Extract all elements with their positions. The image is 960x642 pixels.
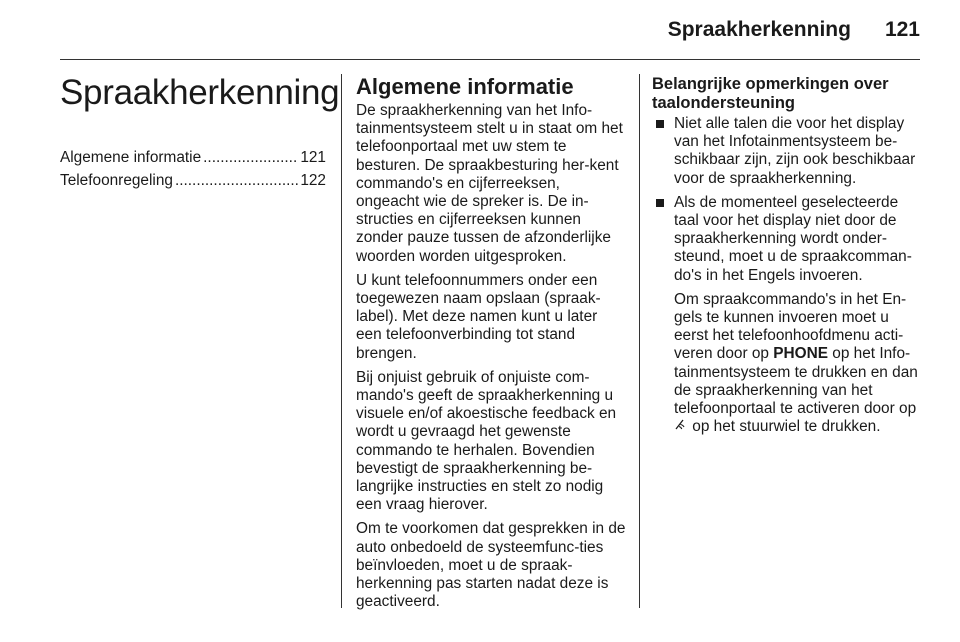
list-item-text: Niet alle talen die voor het display van het Infotainmentsysteem be-schikbaar zijn, zijn ook beschikbaar voor de spraakherkenning. — [674, 115, 916, 187]
voice-icon — [674, 418, 686, 431]
bullet-list — [652, 115, 924, 285]
toc-label: Telefoonregeling — [60, 172, 173, 189]
paragraph: Om te voorkomen dat gesprekken in de auto onbedoeld de systeemfunc-ties beïnvloeden, moet u de spraak-herkenning pas starten nadat deze is geactiveerd. — [356, 520, 626, 611]
running-header — [668, 18, 920, 42]
list-item — [652, 115, 924, 188]
paragraph: De spraakherkenning van het Info-tainmentsysteem stelt u in staat om het telefoonportaal met uw stem te besturen. De spraakbesturing her-kent commando's en cijferreeksen, ongeacht wie de spreker is. De in-structies en cijferreeksen kunnen zonder pauze tussen de afzonderlijke woorden worden uitgesproken. — [356, 102, 623, 265]
subsection-heading: Belangrijke opmerkingen over taalondersteuning — [652, 75, 889, 112]
section-heading: Algemene informatie — [356, 74, 574, 99]
column-divider — [639, 74, 640, 608]
toc-page: 121 — [300, 149, 326, 166]
phone-keyword: PHONE — [773, 345, 828, 363]
chapter-column — [60, 72, 340, 192]
paragraph: U kunt telefoonnummers onder een toegewezen naam opslaan (spraak-label). Met deze namen kunt u later een telefoonverbinding tot stand brengen. — [356, 271, 601, 362]
page-number: 121 — [884, 18, 920, 41]
toc-leader — [203, 146, 298, 169]
note-paragraph — [652, 291, 924, 437]
note-text-end: op het stuurwiel te drukken. — [692, 418, 881, 436]
note-text-middle: op het Info-tainmentsysteem te drukken en dan de spraakherkenning van het telefoonportaal te activeren door op — [674, 345, 918, 418]
section-column — [356, 72, 626, 617]
toc-leader — [175, 169, 298, 192]
column-divider — [341, 74, 342, 608]
toc-label: Algemene informatie — [60, 149, 202, 166]
chapter-title: Spraakherkenning — [60, 73, 340, 112]
bullet-square-icon — [656, 120, 664, 128]
paragraph: Bij onjuist gebruik of onjuiste com-mando's geeft de spraakherkenning u visuele en/of akoestische feedback en wordt u gevraagd het gewenste commando te herhalen. Bovendien bevestigt de spraakherkenning be-langrijke instructies en stelt zo nodig een vraag hierover. — [356, 368, 617, 514]
toc-entry[interactable] — [60, 169, 326, 192]
toc-page: 122 — [300, 172, 326, 189]
list-item-text: Als de momenteel geselecteerde taal voor het display niet door de spraakherkenning wordt onder-steund, moet u de spraakcomman-do's in het Engels invoeren. — [674, 193, 912, 284]
toc-entry[interactable] — [60, 146, 326, 169]
list-item — [652, 194, 924, 285]
header-rule — [60, 59, 920, 60]
running-header-title: Spraakherkenning — [667, 18, 851, 41]
bullet-square-icon — [656, 199, 664, 207]
notes-column — [652, 72, 924, 442]
note-text-start: Om spraakcommando's in het En-gels te kunnen invoeren moet u eerst het telefoonhoofdmenu acti-veren door op — [674, 290, 907, 363]
